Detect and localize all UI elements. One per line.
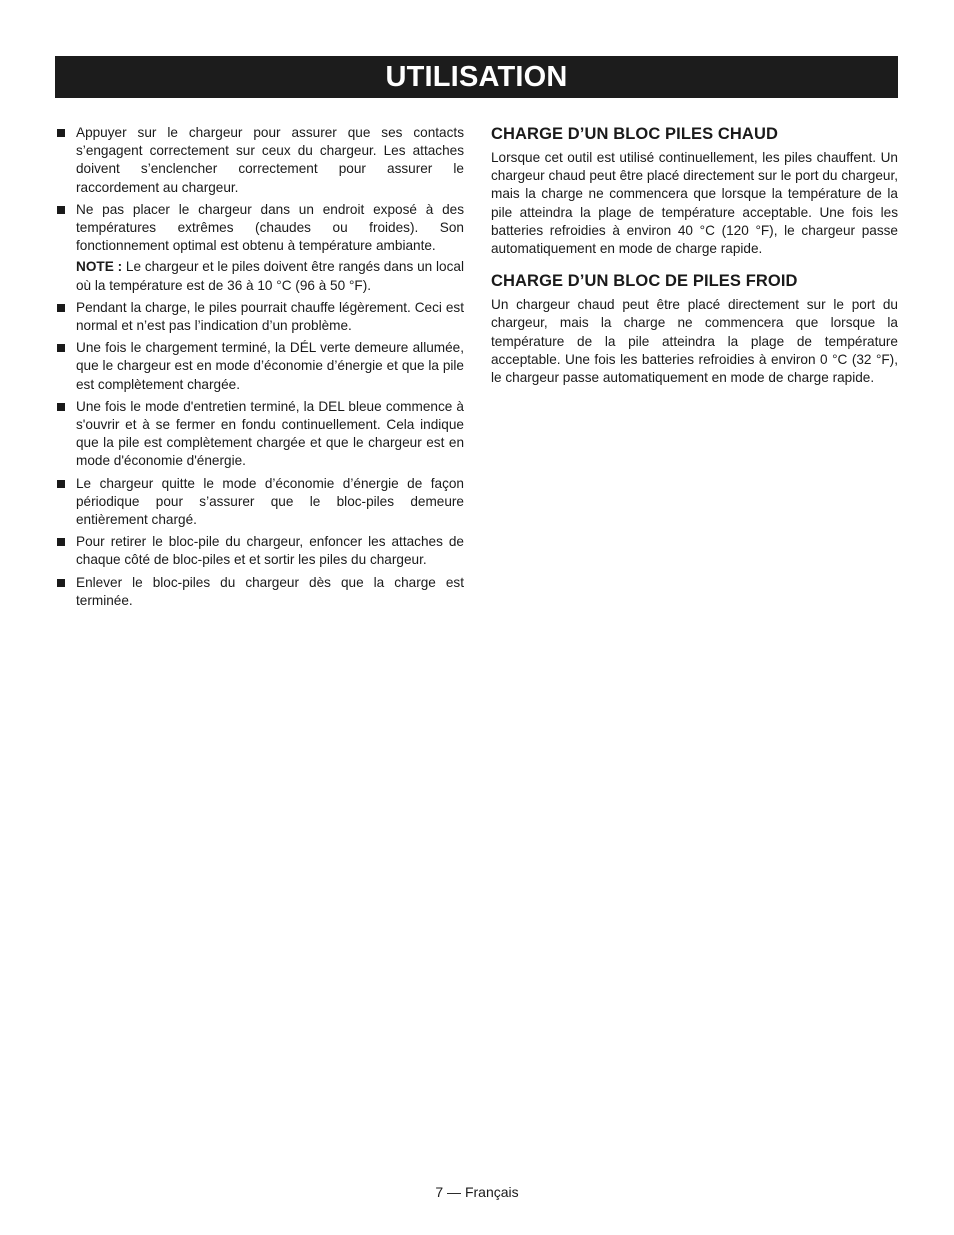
page-title: UTILISATION bbox=[385, 60, 568, 93]
list-item-text: Ne pas placer le chargeur dans un endroit exposé à des températures extrêmes (chaudes ou froides). Son fonctionnement optimal est obtenu à température ambiante. bbox=[76, 201, 464, 254]
left-column bbox=[55, 124, 464, 614]
square-bullet-icon bbox=[57, 403, 65, 411]
square-bullet-icon bbox=[57, 344, 65, 352]
list-item-text: Pendant la charge, le piles pourrait chauffe légèrement. Ceci est normal et n’est pas l’indication d’un problème. bbox=[76, 299, 464, 334]
list-item bbox=[55, 299, 464, 335]
list-item-text: Enlever le bloc-piles du chargeur dès que la charge est terminée. bbox=[76, 574, 464, 608]
square-bullet-icon bbox=[57, 480, 65, 488]
list-item bbox=[55, 201, 464, 295]
list-item bbox=[55, 398, 464, 471]
note-paragraph bbox=[76, 258, 464, 294]
section-heading-cold-pack: CHARGE D’UN BLOC DE PILES FROID bbox=[491, 272, 798, 291]
list-item bbox=[55, 339, 464, 394]
list-item bbox=[55, 533, 464, 569]
list-item-text: Une fois le mode d'entretien terminé, la DEL bleue commence à s'ouvrir et à se fermer en fondu continuellement. Cela indique que la pile est complètement chargée et que le chargeur est en mode d'économie d'énergie. bbox=[76, 398, 464, 469]
square-bullet-icon bbox=[57, 538, 65, 546]
page-number: 7 — Français bbox=[435, 1184, 519, 1200]
list-item bbox=[55, 475, 464, 530]
list-item bbox=[55, 124, 464, 197]
square-bullet-icon bbox=[57, 304, 65, 312]
list-item-text: Appuyer sur le chargeur pour assurer que ses contacts s’engagent correctement sur ceux du chargeur. Les attaches doivent s’enclencher correctement pour assurer le raccordement au chargeur. bbox=[76, 125, 464, 195]
page-footer bbox=[0, 1183, 954, 1201]
note-text: Le chargeur et le piles doivent être rangés dans un local où la température est de 36 à 10 °C (96 à 50 °F). bbox=[76, 259, 464, 293]
section-body-hot-pack: Lorsque cet outil est utilisé continuellement, les piles chauffent. Un chargeur chaud peut être placé directement sur le port du chargeur, mais la charge ne commencera que lorsque la température de la pile atteindra la plage de température acceptable. Une fois les batteries refroidies à environ 40 °C (120 °F), le chargeur passe automatiquement en mode de charge rapide. bbox=[491, 150, 898, 257]
instruction-list bbox=[55, 124, 464, 610]
note-label: NOTE : bbox=[76, 259, 123, 275]
page-title-bar bbox=[55, 56, 898, 98]
right-column bbox=[491, 124, 898, 400]
section-body-cold-pack: Un chargeur chaud peut être placé directement sur le port du chargeur, mais la charge ne commencera que lorsque la température de la pile atteindra la plage de température acceptable. Une fois les batteries refroidies à environ 0 °C (32 °F), le chargeur passe automatiquement en mode de charge rapide. bbox=[491, 297, 898, 386]
square-bullet-icon bbox=[57, 579, 65, 587]
square-bullet-icon bbox=[57, 129, 65, 137]
list-item-text: Une fois le chargement terminé, la DÉL verte demeure allumée, que le chargeur est en mode d’économie d’énergie et que la pile est complètement chargée. bbox=[76, 340, 464, 392]
list-item bbox=[55, 574, 464, 610]
section-heading-hot-pack: CHARGE D’UN BLOC PILES CHAUD bbox=[491, 125, 778, 143]
square-bullet-icon bbox=[57, 206, 65, 214]
list-item-text: Pour retirer le bloc-pile du chargeur, enfoncer les attaches de chaque côté de bloc-piles et et sortir les piles du chargeur. bbox=[76, 534, 464, 568]
list-item-text: Le chargeur quitte le mode d’économie d’énergie de façon périodique pour s’assurer que le bloc-piles demeure entièrement chargé. bbox=[76, 475, 464, 528]
